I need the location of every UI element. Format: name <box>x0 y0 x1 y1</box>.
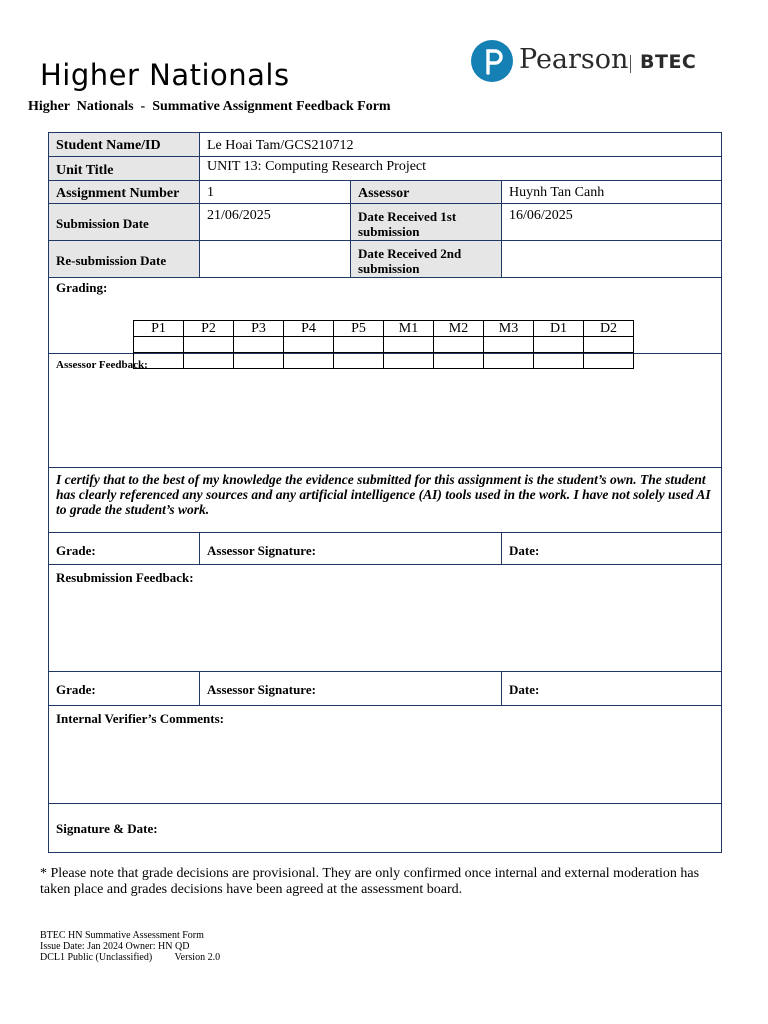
brand-title: Higher Nationals <box>40 58 290 92</box>
criteria-cell[interactable] <box>134 353 184 369</box>
criteria-cell[interactable] <box>534 337 584 353</box>
criteria-p3: P3 <box>234 321 284 337</box>
criteria-cell[interactable] <box>434 353 484 369</box>
pearson-logo-icon <box>471 40 513 82</box>
resubmission-feedback-label: Resubmission Feedback: <box>56 570 194 585</box>
student-name-label: Student Name/ID <box>48 132 200 157</box>
assessor-value: Huynh Tan Canh <box>501 180 722 204</box>
certification-statement: I certify that to the best of my knowledge the evidence submitted for this assignment is the student’s own. The student has clearly referenced any sources and any artificial intelligence (AI) tools used in the work. I have not solely used AI to grade the student’s work. <box>48 467 722 533</box>
criteria-cell[interactable] <box>284 337 334 353</box>
date-received-2nd-label: Date Received 2nd submission <box>350 240 502 278</box>
criteria-p1: P1 <box>134 321 184 337</box>
unit-title-value: UNIT 13: Computing Research Project <box>199 156 722 181</box>
submission-date-label: Submission Date <box>48 203 200 241</box>
assessor-label: Assessor <box>350 180 502 204</box>
criteria-cell[interactable] <box>134 337 184 353</box>
criteria-m1: M1 <box>384 321 434 337</box>
criteria-cell[interactable] <box>584 353 634 369</box>
criteria-cell[interactable] <box>534 353 584 369</box>
criteria-d2: D2 <box>584 321 634 337</box>
criteria-cell[interactable] <box>184 353 234 369</box>
criteria-cell[interactable] <box>234 337 284 353</box>
resubmission-feedback-section <box>48 564 722 672</box>
criteria-m2: M2 <box>434 321 484 337</box>
assessor-signature-label-2: Assessor Signature: <box>199 671 502 706</box>
criteria-cell[interactable] <box>434 337 484 353</box>
criteria-achieved-row-1 <box>134 337 634 353</box>
criteria-cell[interactable] <box>284 353 334 369</box>
criteria-cell[interactable] <box>334 353 384 369</box>
assignment-number-label: Assignment Number <box>48 180 200 204</box>
criteria-p4: P4 <box>284 321 334 337</box>
criteria-d1: D1 <box>534 321 584 337</box>
internal-verifier-label: Internal Verifier’s Comments: <box>56 711 224 726</box>
signature-date-label: Signature & Date: <box>56 821 158 836</box>
assessor-feedback-label: Assessor Feedback: <box>56 359 148 371</box>
date-received-2nd-value <box>501 240 722 278</box>
criteria-cell[interactable] <box>484 353 534 369</box>
criteria-cell[interactable] <box>584 337 634 353</box>
provisional-note: * Please note that grade decisions are provisional. They are only confirmed once internal and external moderation has taken place and grades decisions have been agreed at the assessment board. <box>40 866 700 897</box>
student-name-value: Le Hoai Tam/GCS210712 <box>199 132 722 157</box>
criteria-header-row <box>134 321 634 337</box>
criteria-cell[interactable] <box>384 353 434 369</box>
btec-wordmark: BTEC <box>640 51 697 73</box>
criteria-p5: P5 <box>334 321 384 337</box>
grading-criteria-table <box>133 320 634 369</box>
grade-label-2: Grade: <box>48 671 200 706</box>
resubmission-date-value <box>199 240 351 278</box>
unit-title-label: Unit Title <box>48 156 200 181</box>
criteria-cell[interactable] <box>334 337 384 353</box>
footer-classification: DCL1 Public (Unclassified) Version 2.0 <box>40 952 221 963</box>
criteria-p2: P2 <box>184 321 234 337</box>
criteria-cell[interactable] <box>234 353 284 369</box>
date-label-1: Date: <box>501 532 722 565</box>
footer-form-name: BTEC HN Summative Assessment Form <box>40 930 204 941</box>
criteria-m3: M3 <box>484 321 534 337</box>
form-title: Higher Nationals - Summative Assignment Feedback Form <box>28 99 391 114</box>
pearson-wordmark: Pearson <box>519 44 629 75</box>
date-label-2: Date: <box>501 671 722 706</box>
criteria-cell[interactable] <box>384 337 434 353</box>
criteria-cell[interactable] <box>184 337 234 353</box>
assignment-number-value: 1 <box>199 180 351 204</box>
logo-divider <box>630 55 631 73</box>
grade-label-1: Grade: <box>48 532 200 565</box>
assessor-signature-label-1: Assessor Signature: <box>199 532 502 565</box>
footer-issue-date: Issue Date: Jan 2024 Owner: HN QD <box>40 941 190 952</box>
criteria-achieved-row-2 <box>134 353 634 369</box>
submission-date-value: 21/06/2025 <box>199 203 351 241</box>
internal-verifier-section <box>48 705 722 804</box>
date-received-1st-value: 16/06/2025 <box>501 203 722 241</box>
grading-label: Grading: <box>56 280 108 295</box>
signature-date-section <box>48 803 722 853</box>
date-received-1st-label: Date Received 1st submission <box>350 203 502 241</box>
criteria-cell[interactable] <box>484 337 534 353</box>
assessor-feedback-section <box>48 353 722 468</box>
resubmission-date-label: Re-submission Date <box>48 240 200 278</box>
